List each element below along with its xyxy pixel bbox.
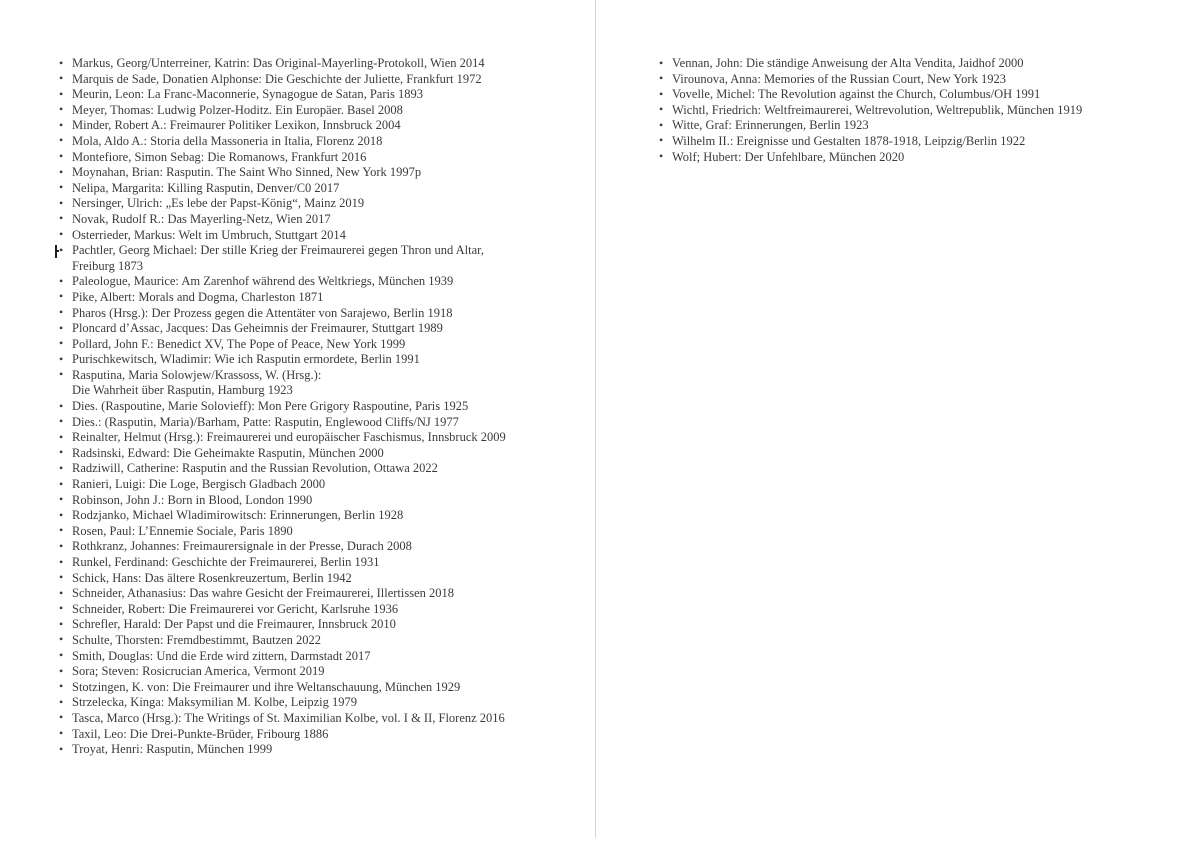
bibliography-entry: [59, 228, 595, 244]
bibliography-entry: [59, 649, 595, 665]
bibliography-entry: [59, 430, 595, 446]
bullet-icon: •: [59, 429, 64, 444]
bibliography-entry: [59, 321, 595, 337]
bullet-icon: •: [59, 460, 64, 475]
entry-text: Marquis de Sade, Donatien Alphonse: Die Geschichte der Juliette, Frankfurt 1972: [72, 71, 482, 86]
bullet-icon: •: [59, 616, 64, 631]
bibliography-entry: [59, 415, 595, 431]
bullet-icon: •: [59, 710, 64, 725]
bullet-icon: •: [59, 305, 64, 319]
entry-text: Witte, Graf: Erinnerungen, Berlin 1923: [672, 118, 869, 133]
bullet-icon: •: [59, 570, 64, 585]
entry-text: Meyer, Thomas: Ludwig Polzer-Hoditz. Ein Europäer. Basel 2008: [72, 102, 403, 117]
bullet-icon: •: [59, 601, 64, 616]
bibliography-entry: [59, 586, 595, 602]
bibliography-entry: [659, 103, 1190, 119]
bibliography-entry: [59, 150, 595, 166]
entry-text: Strzelecka, Kinga: Maksymilian M. Kolbe, Leipzig 1979: [72, 695, 358, 710]
entry-text: Pike, Albert: Morals and Dogma, Charleston 1871: [72, 289, 324, 304]
entry-text: Sora; Steven: Rosicrucian America, Vermont 2019: [72, 664, 325, 679]
bullet-icon: •: [59, 320, 64, 335]
bibliography-entry: [59, 711, 595, 727]
entry-text: Nelipa, Margarita: Killing Rasputin, Denver/C0 2017: [72, 180, 340, 195]
bibliography-entry: [59, 72, 595, 88]
bullet-icon: •: [59, 180, 64, 195]
bibliography-entry: [59, 555, 595, 571]
entry-text: Runkel, Ferdinand: Geschichte der Freimaurerei, Berlin 1931: [72, 555, 380, 569]
entry-text: Paleologue, Maurice: Am Zarenhof während des Weltkriegs, München 1939: [72, 274, 454, 289]
entry-text: Wolf; Hubert: Der Unfehlbare, München 2020: [672, 149, 905, 164]
entry-text: Montefiore, Simon Sebag: Die Romanows, Frankfurt 2016: [72, 149, 367, 164]
bibliography-entry: [59, 602, 595, 618]
bullet-icon: •: [59, 149, 64, 164]
bullet-icon: •: [59, 351, 64, 366]
bibliography-entry: [59, 352, 595, 368]
bullet-icon: •: [59, 102, 64, 117]
bullet-icon: •: [59, 367, 64, 382]
bullet-icon: •: [59, 242, 64, 257]
bullet-icon: •: [59, 679, 64, 694]
bibliography-entry: [659, 72, 1190, 88]
bibliography-entry: [59, 274, 595, 290]
bibliography-entry: [59, 181, 595, 197]
entry-text: Pharos (Hrsg.): Der Prozess gegen die Attentäter von Sarajewo, Berlin 1918: [72, 305, 453, 320]
page-right: [595, 0, 1190, 841]
bullet-icon: •: [59, 445, 64, 460]
bullet-icon: •: [659, 117, 664, 132]
entry-text: Robinson, John J.: Born in Blood, London 1990: [72, 492, 313, 507]
entry-text: Wilhelm II.: Ereignisse und Gestalten 1878-1918, Leipzig/Berlin 1922: [672, 133, 1026, 148]
entry-text: Troyat, Henri: Rasputin, München 1999: [72, 742, 273, 757]
bibliography-entry: [659, 150, 1190, 166]
entry-text: Meurin, Leon: La Franc-Maconnerie, Synagogue de Satan, Paris 1893: [72, 87, 423, 102]
bibliography-entry: [59, 337, 595, 353]
entry-text: Pachtler, Georg Michael: Der stille Krieg der Freimaurerei gegen Thron und Altar,: [72, 243, 484, 258]
entry-text: Virounova, Anna: Memories of the Russian Court, New York 1923: [672, 71, 1006, 86]
bibliography-entry: [59, 306, 595, 322]
bibliography-entry: [59, 165, 595, 181]
entry-text: Vovelle, Michel: The Revolution against the Church, Columbus/OH 1991: [672, 87, 1041, 102]
bibliography-entry: [59, 243, 595, 274]
bullet-icon: •: [59, 211, 64, 226]
bibliography-entry: [59, 134, 595, 150]
entry-text: Freiburg 1873: [72, 258, 143, 273]
bullet-icon: •: [59, 554, 64, 569]
bibliography-entry: [659, 87, 1190, 103]
bibliography-entry: [59, 446, 595, 462]
entry-text: Rasputina, Maria Solowjew/Krassoss, W. (Hrsg.):: [72, 367, 322, 382]
entry-text: Schick, Hans: Das ältere Rosenkreuzertum, Berlin 1942: [72, 570, 352, 585]
entry-text: Nersinger, Ulrich: „Es lebe der Papst-König“, Mainz 2019: [72, 196, 365, 211]
bibliography-entry: [59, 680, 595, 696]
entry-text: Reinalter, Helmut (Hrsg.): Freimaurerei und europäischer Faschismus, Innsbruck 2009: [72, 430, 506, 445]
bibliography-list-left: [0, 0, 595, 758]
entry-text: Schrefler, Harald: Der Papst und die Freimaurer, Innsbruck 2010: [72, 617, 396, 632]
bullet-icon: •: [659, 71, 664, 86]
bullet-icon: •: [59, 648, 64, 663]
entry-text: Ploncard d’Assac, Jacques: Das Geheimnis der Freimaurer, Stuttgart 1989: [72, 321, 443, 336]
bibliography-entry: [59, 103, 595, 119]
bibliography-entry: [59, 56, 595, 72]
bullet-icon: •: [59, 663, 64, 678]
bibliography-entry: [659, 118, 1190, 134]
bullet-icon: •: [659, 149, 664, 164]
bullet-icon: •: [59, 492, 64, 507]
entry-text: Taxil, Leo: Die Drei-Punkte-Brüder, Fribourg 1886: [72, 726, 329, 741]
bibliography-entry: [59, 571, 595, 587]
entry-text: Tasca, Marco (Hrsg.): The Writings of St. Maximilian Kolbe, vol. I & II, Florenz 2016: [72, 710, 505, 725]
bibliography-entry: [59, 196, 595, 212]
bibliography-entry: [59, 118, 595, 134]
bibliography-entry: [59, 461, 595, 477]
bullet-icon: •: [59, 507, 64, 522]
entry-text: Purischkewitsch, Wladimir: Wie ich Rasputin ermordete, Berlin 1991: [72, 352, 420, 367]
entry-text: Stotzingen, K. von: Die Freimaurer und ihre Weltanschauung, München 1929: [72, 679, 461, 694]
bullet-icon: •: [59, 55, 64, 70]
bullet-icon: •: [59, 164, 64, 179]
bullet-icon: •: [659, 133, 664, 148]
entry-text: Wichtl, Friedrich: Weltfreimaurerei, Weltrevolution, Weltrepublik, München 1919: [672, 102, 1083, 117]
bullet-icon: •: [59, 273, 64, 288]
bullet-icon: •: [59, 741, 64, 756]
entry-text: Rosen, Paul: L’Ennemie Sociale, Paris 1890: [72, 523, 293, 538]
entry-text: Dies. (Raspoutine, Marie Solovieff): Mon Pere Grigory Raspoutine, Paris 1925: [72, 399, 469, 414]
text-cursor: [55, 245, 57, 258]
entry-text: Dies.: (Rasputin, Maria)/Barham, Patte: Rasputin, Englewood Cliffs/NJ 1977: [72, 414, 459, 429]
entry-text: Schneider, Robert: Die Freimaurerei vor Gericht, Karlsruhe 1936: [72, 601, 399, 616]
bibliography-list-right: [595, 0, 1190, 165]
entry-text: Smith, Douglas: Und die Erde wird zittern, Darmstadt 2017: [72, 648, 371, 663]
entry-text: Vennan, John: Die ständige Anweisung der Alta Vendita, Jaidhof 2000: [672, 56, 1024, 70]
bullet-icon: •: [59, 523, 64, 538]
entry-text: Novak, Rudolf R.: Das Mayerling-Netz, Wien 2017: [72, 211, 331, 226]
entry-text: Rothkranz, Johannes: Freimaurersignale in der Presse, Durach 2008: [72, 539, 412, 554]
bibliography-entry: [659, 56, 1190, 72]
bibliography-entry: [59, 633, 595, 649]
bibliography-entry: [59, 290, 595, 306]
bibliography-entry: [59, 664, 595, 680]
bullet-icon: •: [59, 71, 64, 86]
bibliography-entry: [59, 742, 595, 758]
bibliography-entry: [59, 727, 595, 743]
entry-text: Minder, Robert A.: Freimaurer Politiker Lexikon, Innsbruck 2004: [72, 118, 401, 133]
bullet-icon: •: [59, 694, 64, 709]
entry-text: Radsinski, Edward: Die Geheimakte Rasputin, München 2000: [72, 445, 384, 460]
bullet-icon: •: [659, 86, 664, 101]
bullet-icon: •: [59, 86, 64, 101]
entry-text: Pollard, John F.: Benedict XV, The Pope of Peace, New York 1999: [72, 336, 406, 351]
bibliography-entry: [59, 493, 595, 509]
bullet-icon: •: [59, 476, 64, 491]
page-divider: [595, 0, 596, 838]
entry-text: Schulte, Thorsten: Fremdbestimmt, Bautzen 2022: [72, 632, 322, 647]
bullet-icon: •: [59, 227, 64, 242]
bullet-icon: •: [59, 289, 64, 304]
bullet-icon: •: [59, 117, 64, 132]
entry-text: Radziwill, Catherine: Rasputin and the Russian Revolution, Ottawa 2022: [72, 461, 438, 476]
bibliography-entry: [59, 368, 595, 399]
bibliography-entry: [59, 695, 595, 711]
entry-text: Rodzjanko, Michael Wladimirowitsch: Erinnerungen, Berlin 1928: [72, 508, 404, 523]
bullet-icon: •: [659, 102, 664, 117]
bibliography-entry: [659, 134, 1190, 150]
bibliography-entry: [59, 399, 595, 415]
bullet-icon: •: [59, 726, 64, 741]
bullet-icon: •: [659, 55, 664, 70]
bibliography-entry: [59, 87, 595, 103]
bibliography-entry: [59, 212, 595, 228]
entry-text: Moynahan, Brian: Rasputin. The Saint Who Sinned, New York 1997p: [72, 165, 422, 180]
entry-text: Die Wahrheit über Rasputin, Hamburg 1923: [72, 383, 293, 398]
bullet-icon: •: [59, 133, 64, 148]
bibliography-entry: [59, 539, 595, 555]
bullet-icon: •: [59, 414, 64, 429]
bibliography-entry: [59, 617, 595, 633]
bullet-icon: •: [59, 336, 64, 351]
entry-text: Ranieri, Luigi: Die Loge, Bergisch Gladbach 2000: [72, 477, 326, 492]
bibliography-entry: [59, 477, 595, 493]
entry-text: Markus, Georg/Unterreiner, Katrin: Das Original-Mayerling-Protokoll, Wien 2014: [72, 56, 485, 70]
bullet-icon: •: [59, 538, 64, 553]
bullet-icon: •: [59, 398, 64, 413]
bullet-icon: •: [59, 632, 64, 647]
entry-text: Mola, Aldo A.: Storia della Massoneria in Italia, Florenz 2018: [72, 133, 383, 148]
bibliography-entry: [59, 524, 595, 540]
entry-text: Osterrieder, Markus: Welt im Umbruch, Stuttgart 2014: [72, 227, 346, 242]
entry-text: Schneider, Athanasius: Das wahre Gesicht der Freimaurerei, Illertissen 2018: [72, 586, 455, 601]
bullet-icon: •: [59, 195, 64, 210]
bibliography-entry: [59, 508, 595, 524]
bullet-icon: •: [59, 585, 64, 600]
